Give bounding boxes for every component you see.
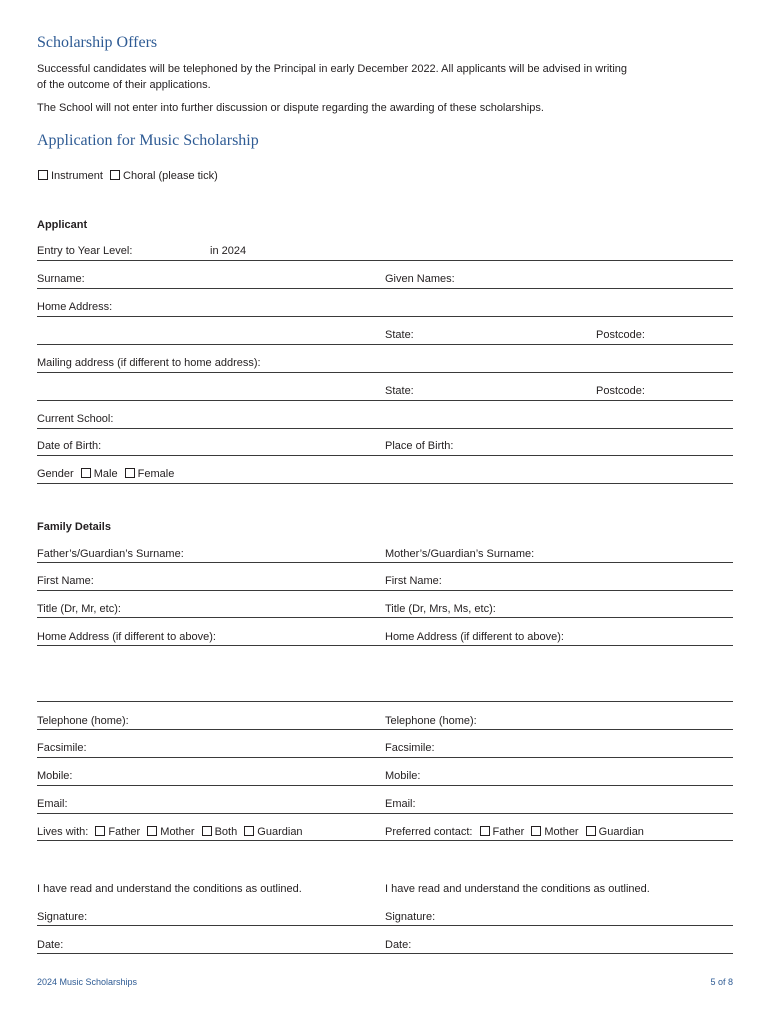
father-mobile-label: Mobile:	[37, 770, 73, 782]
female-checkbox[interactable]	[125, 468, 135, 478]
mother-telephone-label: Telephone (home):	[385, 715, 477, 727]
mailing-postcode-label: Postcode:	[596, 385, 645, 397]
contact-father-checkbox[interactable]	[480, 826, 490, 836]
heading-application: Application for Music Scholarship	[37, 132, 259, 149]
offers-paragraph-line2: of the outcome of their applications.	[37, 79, 211, 91]
father-title-label: Title (Dr, Mr, etc):	[37, 603, 121, 615]
entry-year-in-label: in 2024	[210, 245, 247, 257]
contact-guardian-checkbox[interactable]	[586, 826, 596, 836]
father-surname-label: Father’s/Guardian’s Surname:	[37, 548, 184, 560]
mother-facsimile-label: Facsimile:	[385, 742, 435, 754]
declaration-left: I have read and understand the conditions as outlined.	[37, 883, 302, 895]
entry-year-label: Entry to Year Level:	[37, 245, 133, 257]
signature-left-label: Signature:	[37, 911, 88, 923]
pob-label: Place of Birth:	[385, 440, 454, 452]
applicant-heading: Applicant	[37, 219, 88, 231]
heading-scholarship-offers: Scholarship Offers	[37, 34, 158, 51]
lives-mother-checkbox[interactable]	[147, 826, 157, 836]
page-number: 5 of 8	[710, 977, 733, 987]
first-names-line[interactable]	[37, 590, 733, 591]
female-label: Female	[137, 468, 175, 480]
lives-both-checkbox[interactable]	[202, 826, 212, 836]
lives-guardian-label: Guardian	[257, 826, 303, 838]
date-line[interactable]	[37, 953, 733, 954]
father-email-label: Email:	[37, 798, 68, 810]
signature-line[interactable]	[37, 925, 733, 926]
mother-title-label: Title (Dr, Mrs, Ms, etc):	[385, 603, 496, 615]
father-facsimile-label: Facsimile:	[37, 742, 87, 754]
lives-guardian-checkbox[interactable]	[244, 826, 254, 836]
signature-right-label: Signature:	[385, 911, 436, 923]
home-address-label: Home Address:	[37, 301, 113, 313]
postcode-label: Postcode:	[596, 329, 645, 341]
lives-with-label: Lives with:	[37, 826, 89, 838]
home-address-line[interactable]	[37, 316, 733, 317]
mother-mobile-label: Mobile:	[385, 770, 421, 782]
lives-father-label: Father	[108, 826, 141, 838]
gender-line	[37, 483, 733, 484]
mailing-address-label: Mailing address (if different to home address):	[37, 357, 261, 369]
mother-email-label: Email:	[385, 798, 416, 810]
surnames-line[interactable]	[37, 562, 733, 563]
mother-first-name-label: First Name:	[385, 575, 442, 587]
lives-father-checkbox[interactable]	[95, 826, 105, 836]
contact-father-label: Father	[492, 826, 525, 838]
surname-label: Surname:	[37, 273, 85, 285]
instrument-checkbox[interactable]	[38, 170, 48, 180]
instrument-label: Instrument	[51, 170, 103, 182]
family-heading: Family Details	[37, 521, 111, 533]
male-checkbox[interactable]	[81, 468, 91, 478]
entry-year-line[interactable]	[37, 260, 733, 261]
contact-guardian-label: Guardian	[598, 826, 644, 838]
home-address-extra-line[interactable]	[37, 701, 733, 702]
preferred-contact-row	[385, 826, 644, 838]
lives-with-line	[37, 840, 733, 841]
father-first-name-label: First Name:	[37, 575, 94, 587]
dob-label: Date of Birth:	[37, 440, 102, 452]
preferred-contact-label: Preferred contact:	[385, 826, 473, 838]
state-label: State:	[385, 329, 414, 341]
dob-line[interactable]	[37, 455, 733, 456]
dispute-paragraph: The School will not enter into further discussion or dispute regarding the awarding of these scholarships.	[37, 102, 544, 114]
offers-paragraph-line1: Successful candidates will be telephoned by the Principal in early December 2022. All applicants will be advised in writing	[37, 63, 628, 75]
gender-row	[37, 468, 174, 480]
male-label: Male	[93, 468, 118, 480]
mailing-address-line[interactable]	[37, 372, 733, 373]
current-school-line[interactable]	[37, 428, 733, 429]
declaration-right: I have read and understand the conditions as outlined.	[385, 883, 650, 895]
father-home-address-label: Home Address (if different to above):	[37, 631, 216, 643]
lives-with-row	[37, 826, 303, 838]
footer-title: 2024 Music Scholarships	[37, 977, 138, 987]
mother-surname-label: Mother’s/Guardian’s Surname:	[385, 548, 535, 560]
lives-both-label: Both	[214, 826, 238, 838]
choral-checkbox[interactable]	[110, 170, 120, 180]
lives-mother-label: Mother	[160, 826, 195, 838]
contact-mother-label: Mother	[544, 826, 579, 838]
home-address-diff-line[interactable]	[37, 645, 733, 646]
mobile-line[interactable]	[37, 785, 733, 786]
date-right-label: Date:	[385, 939, 412, 951]
email-line[interactable]	[37, 813, 733, 814]
gender-label: Gender	[37, 468, 74, 480]
mailing-state-line[interactable]	[37, 400, 733, 401]
scholarship-type-options	[38, 170, 218, 182]
given-names-label: Given Names:	[385, 273, 455, 285]
mother-home-address-label: Home Address (if different to above):	[385, 631, 564, 643]
facsimile-line[interactable]	[37, 757, 733, 758]
telephone-line[interactable]	[37, 729, 733, 730]
titles-line[interactable]	[37, 617, 733, 618]
contact-mother-checkbox[interactable]	[531, 826, 541, 836]
father-telephone-label: Telephone (home):	[37, 715, 129, 727]
current-school-label: Current School:	[37, 413, 114, 425]
choral-label: Choral (please tick)	[123, 170, 218, 182]
date-left-label: Date:	[37, 939, 64, 951]
mailing-state-label: State:	[385, 385, 414, 397]
home-state-line[interactable]	[37, 344, 733, 345]
surname-line[interactable]	[37, 288, 733, 289]
